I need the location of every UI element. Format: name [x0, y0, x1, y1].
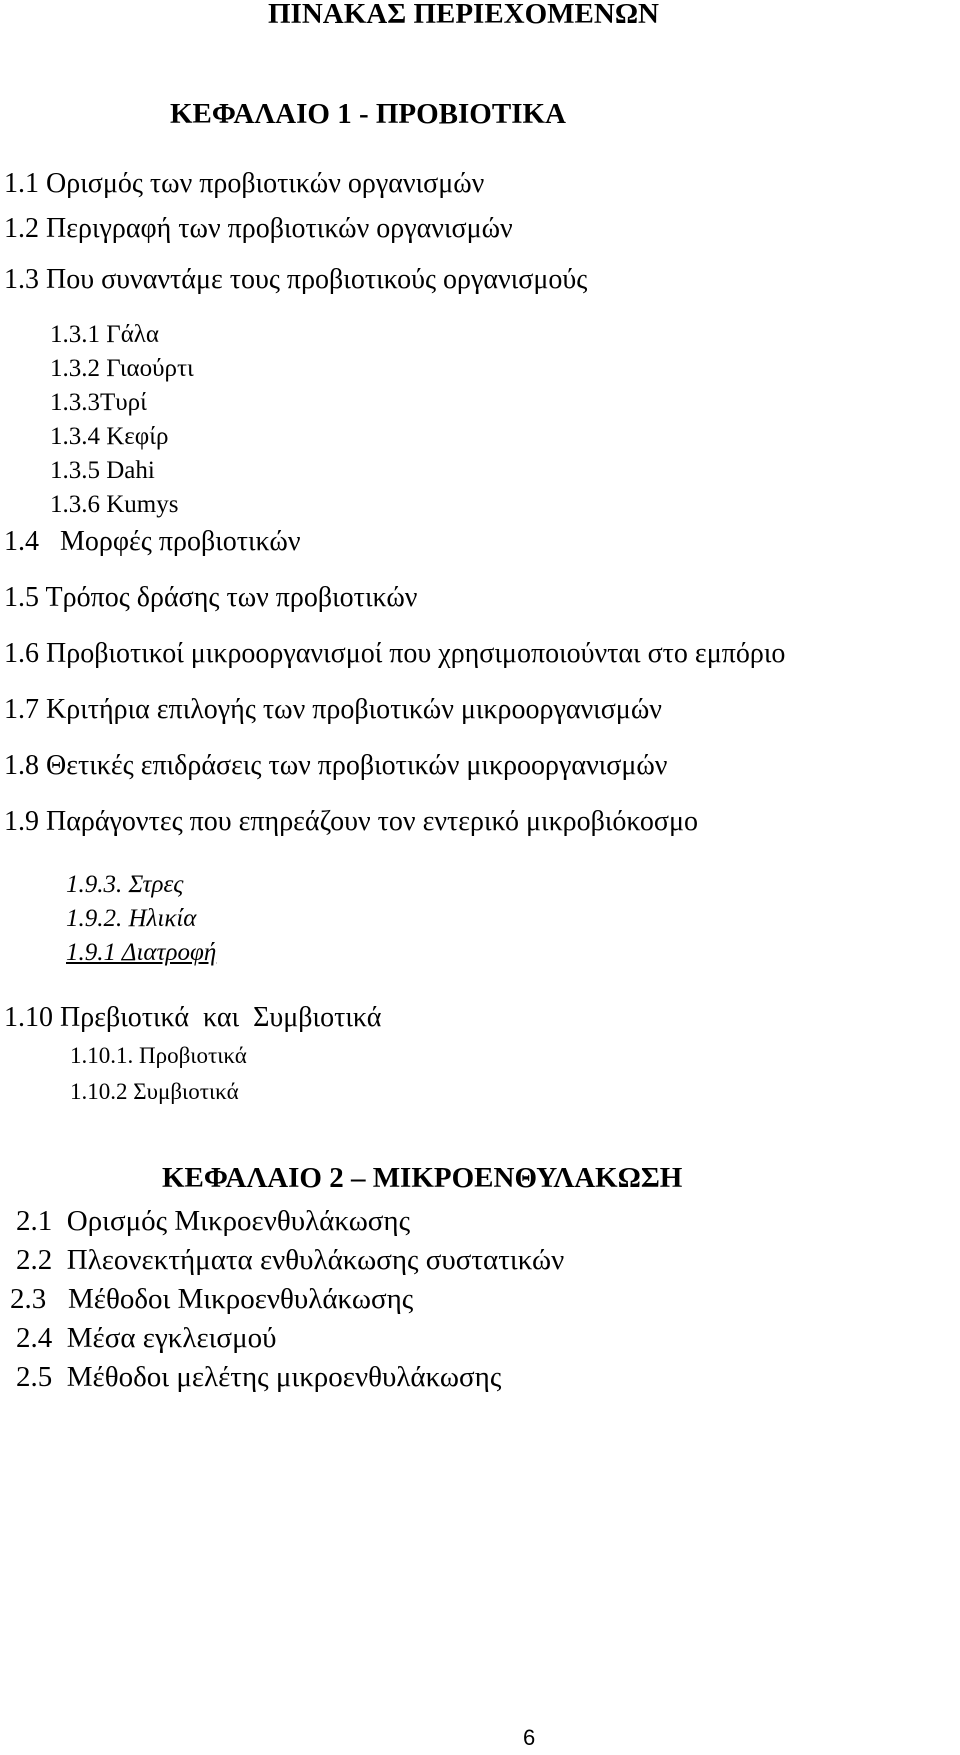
toc-entry-2-1: 2.1 Ορισμός Μικροενθυλάκωσης [16, 1205, 411, 1237]
toc-entry-2-4: 2.4 Μέσα εγκλεισμού [16, 1322, 277, 1354]
toc-entry-1-2: 1.2 Περιγραφή των προβιοτικών οργανισμών [4, 213, 513, 244]
toc-entry-1-9-1: 1.9.1 Διατροφή [66, 939, 217, 966]
toc-entry-2-5: 2.5 Μέθοδοι μελέτης μικροενθυλάκωσης [16, 1361, 502, 1393]
toc-entry-1-10-2: 1.10.2 Συμβιοτικά [70, 1079, 239, 1104]
toc-entry-1-3-1: 1.3.1 Γάλα [50, 321, 160, 348]
toc-entry-1-9-2: 1.9.2. Ηλικία [66, 905, 197, 932]
toc-entry-1-9: 1.9 Παράγοντες που επηρεάζουν τον εντερικό μικροβιόκοσμο [4, 806, 699, 837]
toc-entry-1-7: 1.7 Κριτήρια επιλογής των προβιοτικών μικροοργανισμών [4, 694, 662, 725]
toc-entry-1-10: 1.10 Πρεβιοτικά και Συμβιοτικά [4, 1002, 382, 1033]
toc-entry-2-3: 2.3 Μέθοδοι Μικροενθυλάκωσης [10, 1283, 414, 1315]
toc-entry-1-8: 1.8 Θετικές επιδράσεις των προβιοτικών μικροοργανισμών [4, 750, 668, 781]
toc-entry-1-10-1: 1.10.1. Προβιοτικά [70, 1043, 247, 1068]
toc-entry-1-3-4: 1.3.4 Κεφίρ [50, 423, 169, 450]
page-number: 6 [523, 1725, 536, 1750]
toc-entry-1-3: 1.3 Που συναντάμε τους προβιοτικούς οργανισμούς [4, 264, 588, 295]
toc-entry-2-2: 2.2 Πλεονεκτήματα ενθυλάκωσης συστατικών [16, 1244, 565, 1276]
toc-title: ΠΙΝΑΚΑΣ ΠΕΡΙΕΧΟΜΕΝΩΝ [268, 0, 660, 30]
toc-entry-1-9-3: 1.9.3. Στρες [66, 871, 184, 898]
toc-entry-1-6: 1.6 Προβιοτικοί μικροοργανισμοί που χρησιμοποιούνται στο εμπόριο [4, 638, 786, 669]
toc-entry-1-3-5: 1.3.5 Dahi [50, 457, 155, 484]
chapter-1-heading: ΚΕΦΑΛΑΙΟ 1 - ΠΡΟΒΙΟΤΙΚΑ [170, 98, 566, 130]
toc-entry-1-1: 1.1 Ορισμός των προβιοτικών οργανισμών [4, 168, 485, 199]
chapter-2-heading: ΚΕΦΑΛΑΙΟ 2 – ΜΙΚΡΟΕΝΘΥΛΑΚΩΣΗ [162, 1162, 683, 1194]
toc-entry-1-3-3: 1.3.3Τυρί [50, 389, 147, 416]
toc-entry-1-4: 1.4 Μορφές προβιοτικών [4, 526, 301, 557]
toc-entry-1-3-6: 1.3.6 Kumys [50, 491, 179, 518]
toc-entry-1-5: 1.5 Τρόπος δράσης των προβιοτικών [4, 582, 418, 613]
toc-entry-1-3-2: 1.3.2 Γιαούρτι [50, 355, 194, 382]
